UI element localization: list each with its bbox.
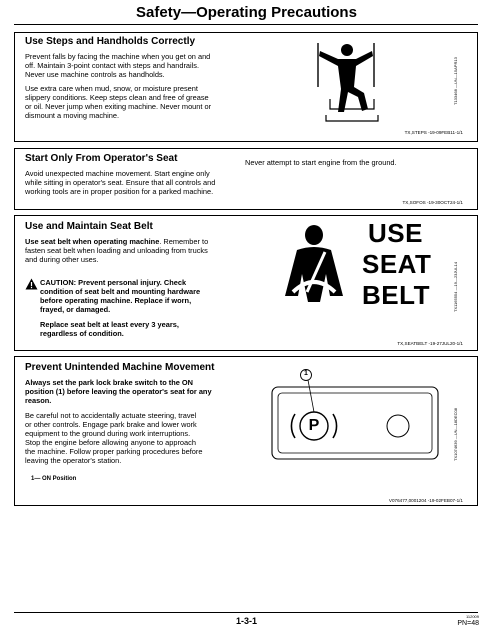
image-id: T133468 —UN—15APR13 <box>453 57 458 105</box>
paragraph-line: working tools are in proper position for a parked machine. <box>25 187 214 196</box>
legend-text: 1— ON Position <box>31 476 77 482</box>
sign-word: USE <box>368 218 423 248</box>
image-id: TX1165554 —19—23JUL14 <box>453 262 458 312</box>
seated-person-belt-icon <box>273 222 355 306</box>
image-id: TX1074639 —UN—18DEC08 <box>453 408 458 461</box>
paragraph-line: equipment to the ground during work interruptions. <box>25 429 191 438</box>
section-heading: Prevent Unintended Machine Movement <box>25 362 215 373</box>
section-steps-handholds <box>14 32 478 142</box>
sign-word: BELT <box>362 280 430 310</box>
paragraph-line: or oil. Never jump when exiting machine. Never mount or <box>25 102 212 111</box>
paragraph-line: Never use machine controls as handholds. <box>25 70 165 79</box>
park-switch-letter: P <box>308 417 320 434</box>
paragraph-line: Never attempt to start engine from the ground. <box>245 158 397 167</box>
caution-line: frayed, or damaged. <box>40 305 111 314</box>
callout-number: 1 <box>304 370 308 377</box>
warning-triangle-icon <box>25 278 38 290</box>
section-heading: Start Only From Operator's Seat <box>25 153 178 164</box>
reference-code: V076477,0001204 -19-02FEB07-1/1 <box>388 498 463 503</box>
paragraph-line: Be careful not to accidentally actuate steering, travel <box>25 411 197 420</box>
caution-line: condition of seat belt and mounting hardware <box>40 287 201 296</box>
switch-panel-diagram <box>270 369 440 461</box>
caution-line: before operating machine. Replace if worn, <box>40 296 192 305</box>
paragraph-line: Stop the engine before allowing anyone to approach <box>25 438 196 447</box>
paragraph-line: the machine. Follow proper parking procedures before <box>25 447 203 456</box>
footer-rule <box>14 612 478 613</box>
paragraph-line: position (1) before leaving the operator's seat for any <box>25 387 212 396</box>
caution-line: Replace seat belt at least every 3 years, <box>40 320 179 329</box>
paragraph-line: Avoid unexpected machine movement. Start engine only <box>25 169 210 178</box>
section-start-from-seat <box>14 148 478 210</box>
paragraph-line: and during other uses. <box>25 255 99 264</box>
paragraph-line: Prevent falls by facing the machine when you get on and <box>25 52 211 61</box>
footer-tiny-code: 112009 <box>465 614 479 619</box>
paragraph-line: while sitting in operator's seat. Ensure that all controls and <box>25 178 216 187</box>
paragraph-line <box>25 237 208 246</box>
climbing-person-icon <box>308 37 388 122</box>
paragraph-line: fasten seat belt when loading and unloading from trucks <box>25 246 208 255</box>
seatbelt-lead-rest: . Remember to <box>159 237 209 246</box>
reference-code: TX,SEATBELT -19-27JUL20-1/1 <box>397 341 463 346</box>
section-heading: Use Steps and Handholds Correctly <box>25 36 196 47</box>
paragraph-line: leaving the operator's station. <box>25 456 122 465</box>
caution-line: regardless of condition. <box>40 329 124 338</box>
footer-pn: PN=48 <box>457 620 479 627</box>
paragraph-line: off. Maintain 3-point contact with steps and handrails. <box>25 61 200 70</box>
page-title: Safety—Operating Precautions <box>136 4 357 21</box>
paragraph-line: dismount a moving machine. <box>25 111 120 120</box>
sign-word: SEAT <box>362 249 432 279</box>
paragraph-line: Always set the park lock brake switch to the ON <box>25 378 193 387</box>
caution-line: CAUTION: Prevent personal injury. Check <box>40 278 187 287</box>
paragraph-line: reason. <box>25 396 52 405</box>
paragraph-line: slippery conditions. Keep steps clean and free of grease <box>25 93 209 102</box>
seatbelt-lead-bold: Use seat belt when operating machine <box>25 237 160 246</box>
reference-code: TX,SOFOS -19-30OCT24-1/1 <box>402 200 463 205</box>
footer-page-number: 1-3-1 <box>235 616 257 626</box>
section-unintended-movement <box>14 356 478 506</box>
paragraph-line: or other controls. Engage park brake and lower work <box>25 420 197 429</box>
reference-code: TX,STEPS -19-09FEB11-1/1 <box>404 130 463 135</box>
section-seat-belt <box>14 215 478 351</box>
title-rule <box>14 24 478 25</box>
section-heading: Use and Maintain Seat Belt <box>25 221 153 232</box>
paragraph-line: Use extra care when mud, snow, or moisture present <box>25 84 198 93</box>
